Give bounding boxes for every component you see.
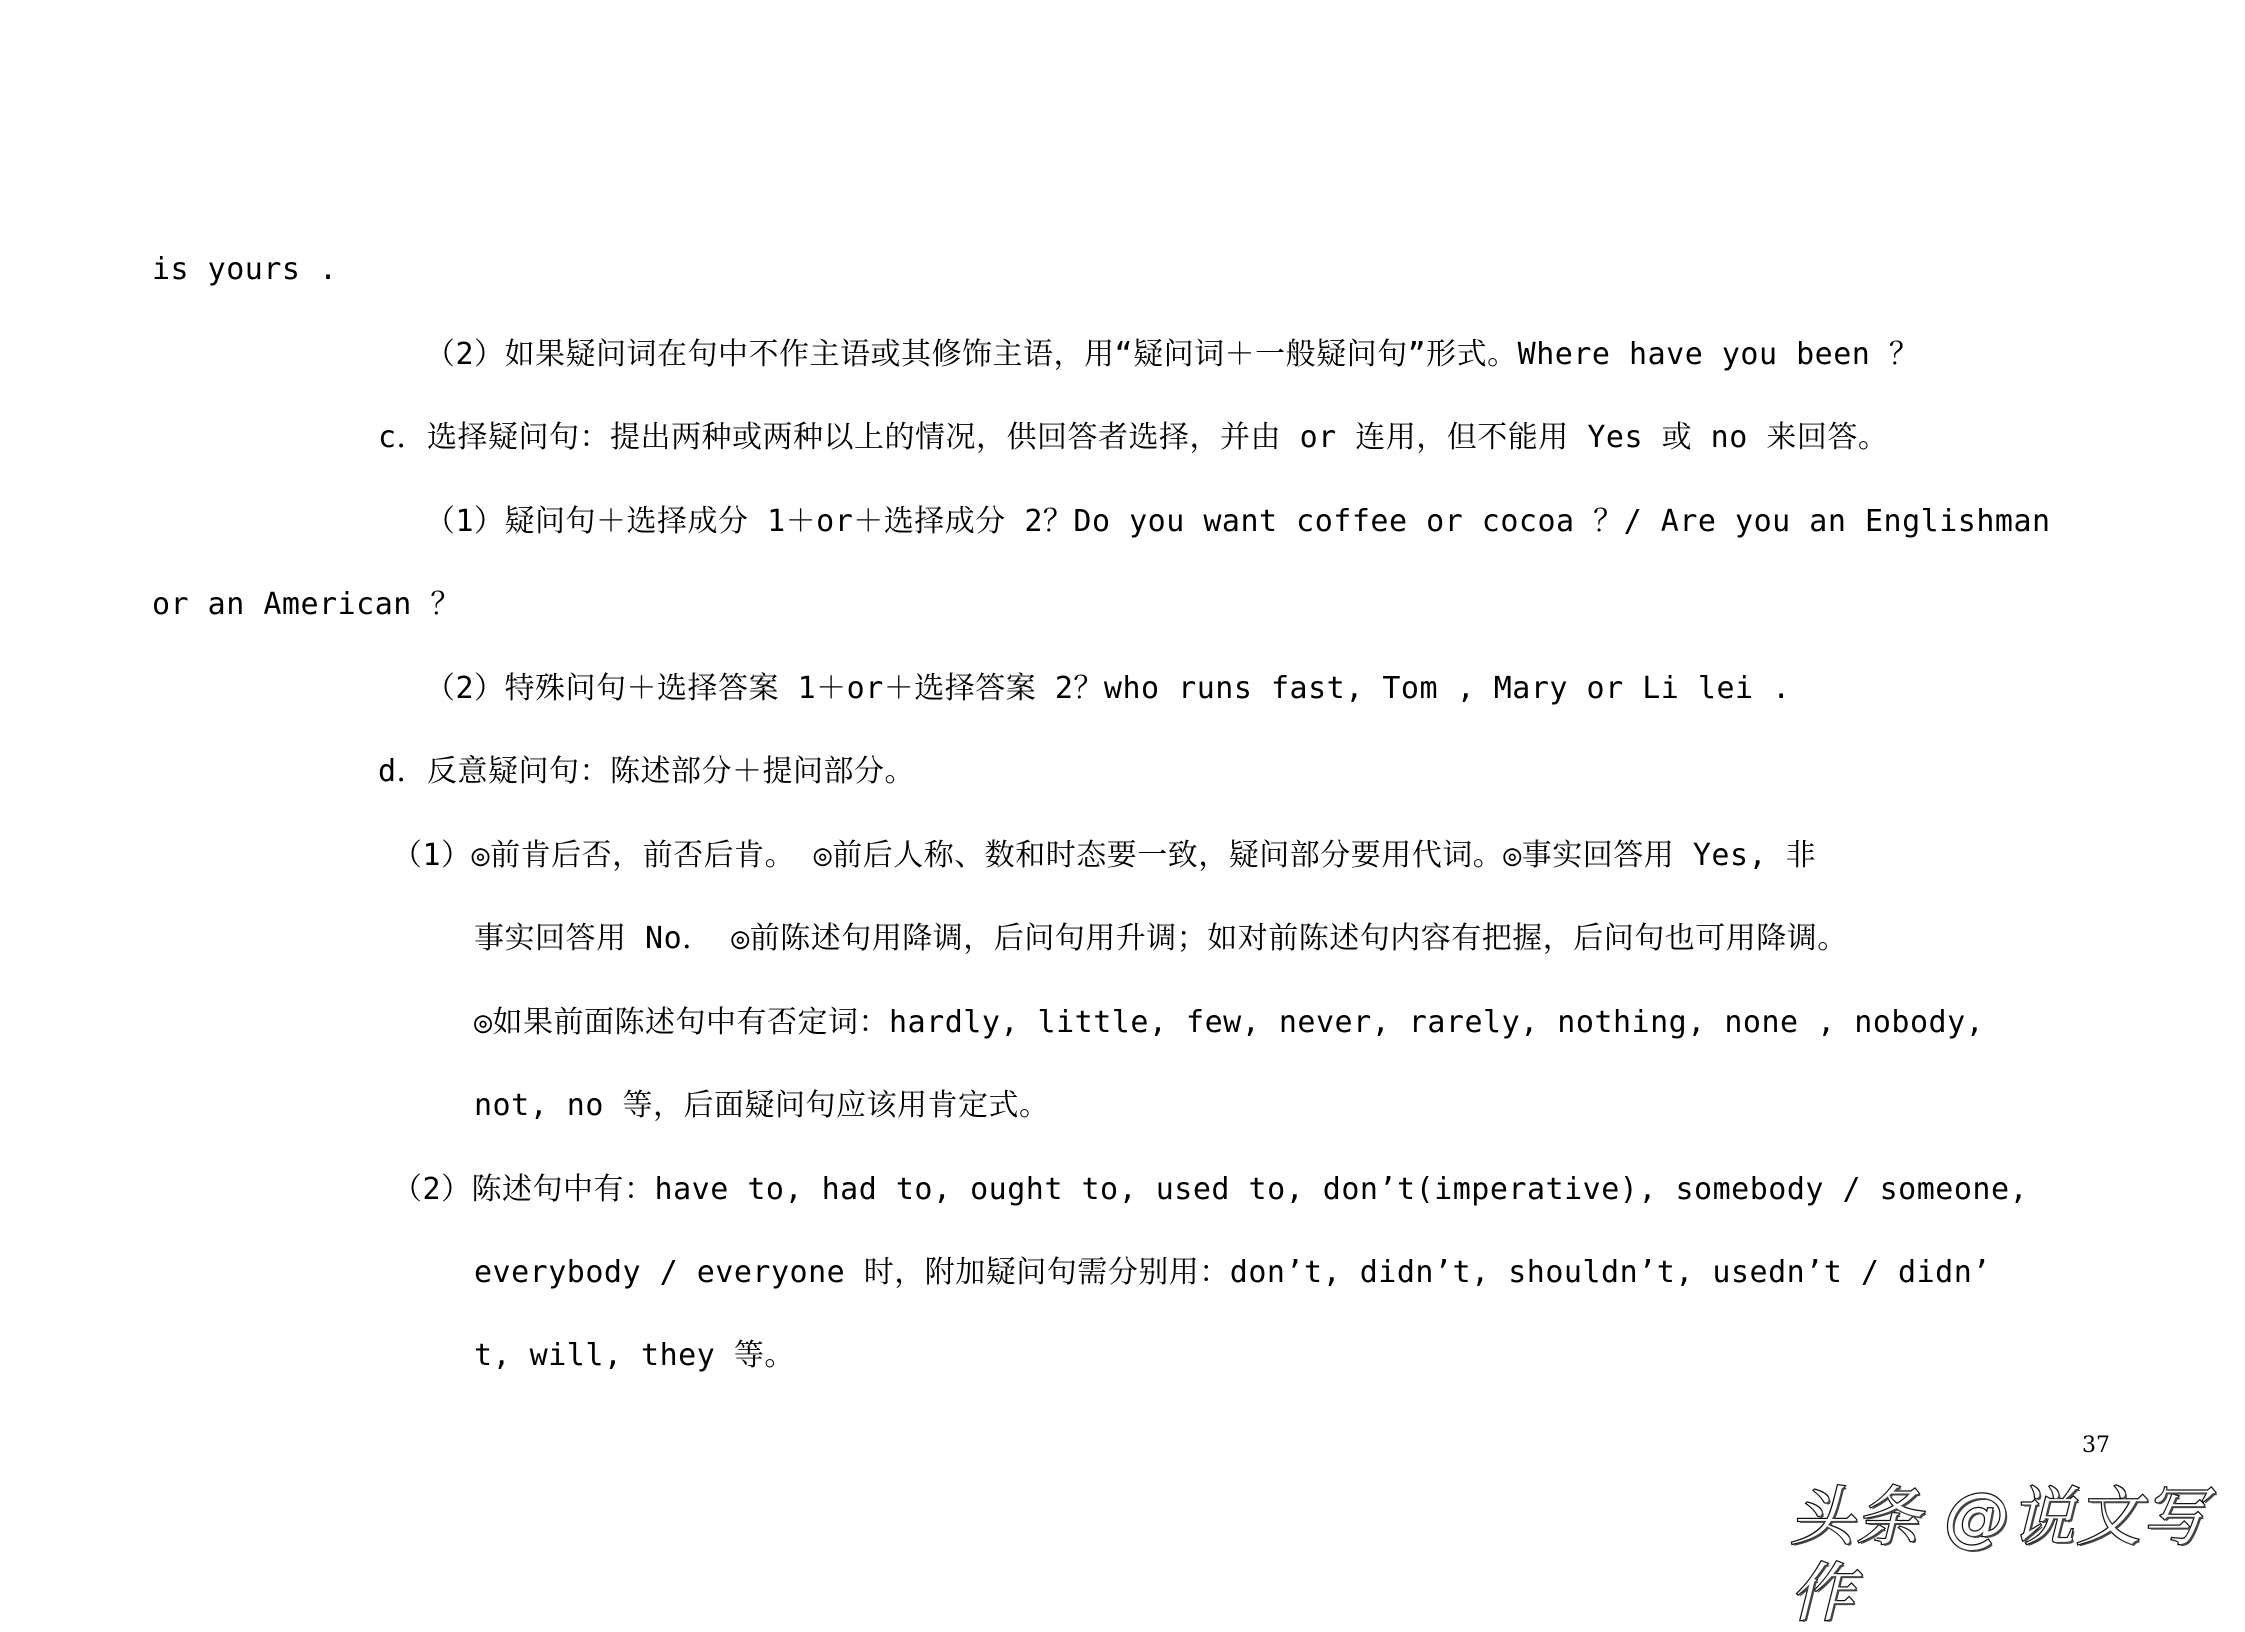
text-line-5: or an American ？: [152, 587, 461, 622]
text-line-2: （2）如果疑问词在句中不作主语或其修饰主语，用“疑问词＋一般疑问句”形式。Where have you been ？: [425, 337, 1920, 372]
text-line-4: （1）疑问句＋选择成分 1＋or＋选择成分 2？Do you want coffee or cocoa ？/ Are you an Englishman: [425, 504, 2051, 539]
text-line-11: not, no 等，后面疑问句应该用肯定式。: [474, 1088, 1050, 1123]
text-line-3: c．选择疑问句：提出两种或两种以上的情况，供回答者选择，并由 or 连用，但不能用 Yes 或 no 来回答。: [378, 420, 1889, 455]
page-number: 37: [2082, 1433, 2110, 1458]
text-line-14: t, will, they 等。: [474, 1338, 795, 1373]
text-line-1: is yours .: [152, 252, 338, 287]
text-line-12: （2）陈述句中有：have to, had to, ought to, used to, don’t(imperative), somebody / someone,: [392, 1172, 2029, 1207]
watermark: 头条 @说文写作: [1790, 1481, 2209, 1631]
text-line-8: （1）◎前肯后否，前否后肯。 ◎前后人称、数和时态要一致，疑问部分要用代词。◎事实回答用 Yes, 非: [392, 838, 1817, 873]
text-line-7: d．反意疑问句：陈述部分＋提问部分。: [378, 754, 916, 789]
text-line-10: ◎如果前面陈述句中有否定词：hardly, little, few, never, rarely, nothing, none , nobody,: [474, 1005, 1985, 1040]
text-line-9: 事实回答用 No． ◎前陈述句用降调，后问句用升调；如对前陈述句内容有把握，后问句也可用降调。: [474, 921, 1848, 956]
text-line-6: （2）特殊问句＋选择答案 1＋or＋选择答案 2？who runs fast, Tom , Mary or Li lei .: [425, 671, 1791, 706]
text-line-13: everybody / everyone 时，附加疑问句需分别用：don’t, didn’t, shouldn’t, usedn’t / didn’: [474, 1255, 1991, 1290]
